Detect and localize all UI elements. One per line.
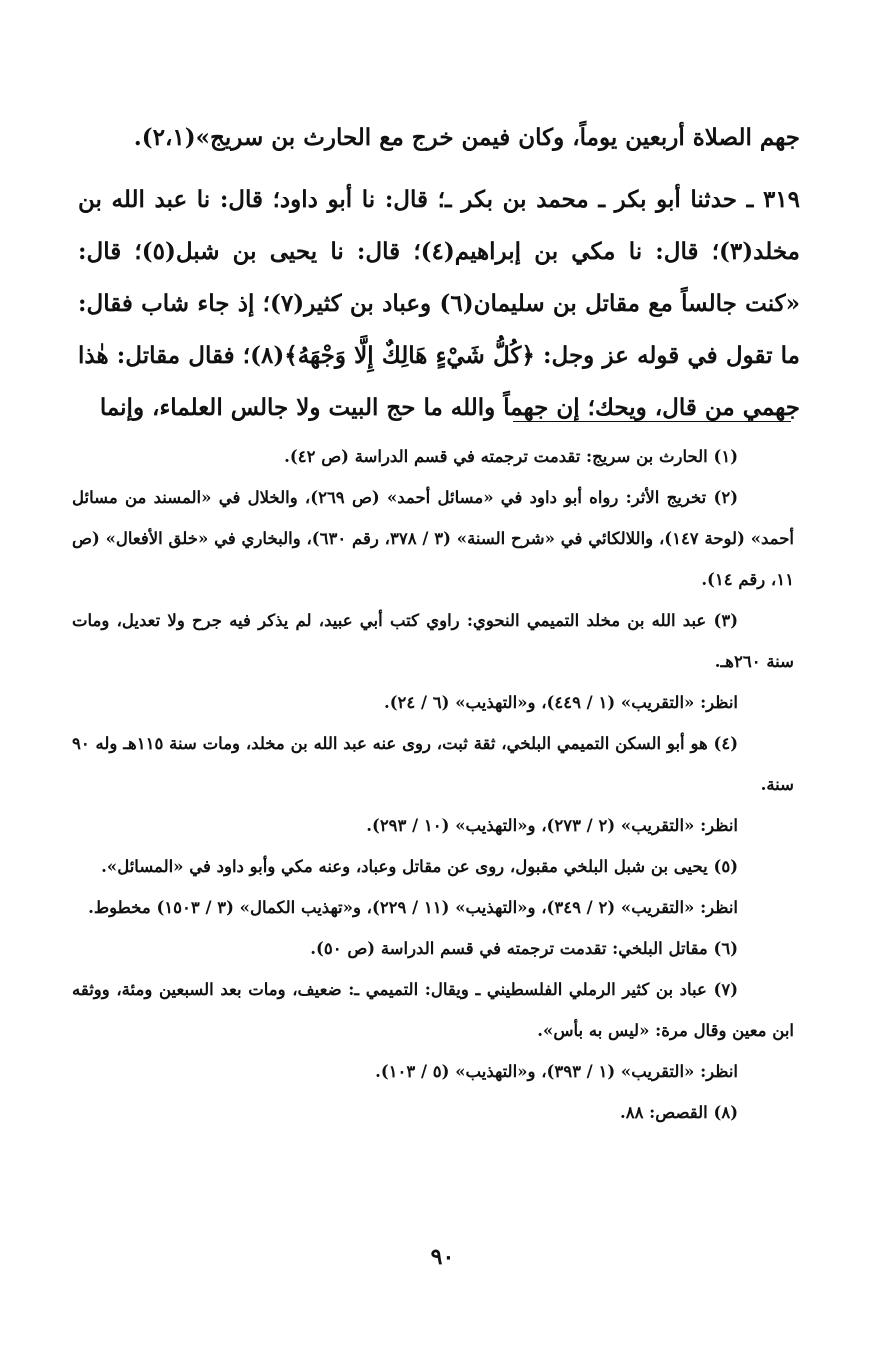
footnote-7-reference: انظر: «التقريب» (١ / ٣٩٣)، و«التهذيب» (٥ / ١٠٣). [375,1062,738,1081]
footnote-1: (١) الحارث بن سريج: تقدمت ترجمته في قسم الدراسة (ص ٤٢). [284,447,738,466]
footnote-4: (٤) هو أبو السكن التميمي البلخي، ثقة ثبت، روى عنه عبد الله بن مخلد، ومات سنة ١١٥هـ وله ٩٠ سنة. [72,734,794,794]
footnote-6: (٦) مقاتل البلخي: تقدمت ترجمته في قسم الدراسة (ص ٥٠). [310,939,738,958]
footnote-3-reference: انظر: «التقريب» (١ / ٤٤٩)، و«التهذيب» (٦ / ٢٤). [383,693,738,712]
footnote-8: (٨) القصص: ٨٨. [619,1103,738,1122]
footnote-divider [513,421,791,422]
main-text [78,112,800,434]
footnote-7: (٧) عباد بن كثير الرملي الفلسطيني ـ ويقال: التميمي ـ: ضعيف، ومات بعد السبعين ومئة، ووثقه ابن معين وقال مرة: «ليس به بأس». [72,980,794,1040]
footnote-4-reference: انظر: «التقريب» (٢ / ٢٧٣)، و«التهذيب» (١٠ / ٢٩٣). [366,816,738,835]
footnotes [72,436,794,1133]
footnote-2: (٢) تخريج الأثر: رواه أبو داود في «مسائل أحمد» (ص ٢٦٩)، والخلال في «المسند من مسائل أحمد» (لوحة ١٤٧)، واللالكائي في «شرح السنة» (٣ / ٣٧٨، رقم ٦٣٠)، والبخاري في «خلق الأفعال» (ص ١١، رقم ١٤). [72,488,794,589]
page-number: ٩٠ [430,1244,455,1270]
footnote-5: (٥) يحيى بن شبل البلخي مقبول، روى عن مقاتل وعباد، وعنه مكي وأبو داود في «المسائل». [101,857,738,876]
main-paragraph-narration-319: ٣١٩ ـ حدثنا أبو بكر ـ محمد بن بكر ـ؛ قال: نا أبو داود؛ قال: نا عبد الله بن مخلد(٣)؛ قال: نا مكي بن إبراهيم(٤)؛ قال: نا يحيى بن شبل(٥)؛ قال: «كنت جالساً مع مقاتل بن سليمان(٦) وعباد بن كثير(٧)؛ إذ جاء شاب فقال: ما تقول في قوله عز وجل: ﴿كُلُّ شَيْءٍ هَالِكٌ إِلَّا وَجْهَهُ﴾(٨)؛ فقال مقاتل: هٰذا جهمي من قال، ويحك؛ إن جهماً والله ما حج البيت ولا جالس العلماء، وإنما [78,186,800,421]
footnote-5-reference: انظر: «التقريب» (٢ / ٣٤٩)، و«التهذيب» (١١ / ٢٢٩)، و«تهذيب الكمال» (٣ / ١٥٠٣) مخطوط. [88,898,738,917]
main-paragraph-continuation: جهم الصلاة أربعين يوماً، وكان فيمن خرج مع الحارث بن سريج»(٢،١). [133,124,800,151]
footnote-3: (٣) عبد الله بن مخلد التميمي النحوي: راوي كتب أبي عبيد، لم يذكر فيه جرح ولا تعديل، ومات سنة ٢٦٠هـ. [72,611,794,671]
